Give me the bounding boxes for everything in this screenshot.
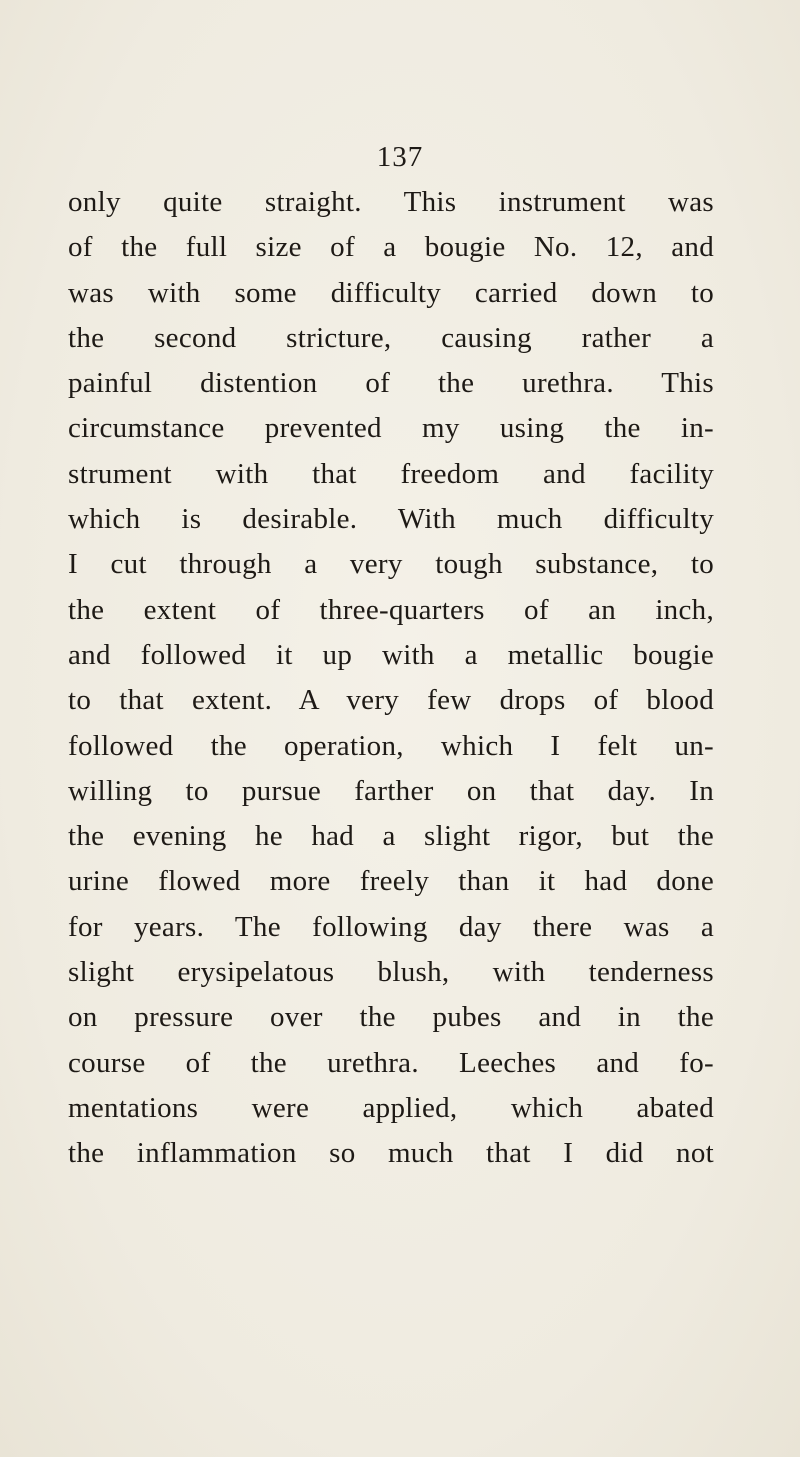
text-line: of the full size of a bougie No. 12, and xyxy=(68,231,714,264)
text-line: slight erysipelatous blush, with tenderness xyxy=(68,956,714,989)
text-line: I cut through a very tough substance, to xyxy=(68,548,714,581)
text-line: the inflammation so much that I did not xyxy=(68,1137,714,1170)
text-line: to that extent. A very few drops of blood xyxy=(68,684,714,717)
page-number: 137 xyxy=(376,141,424,173)
text-line: painful distention of the urethra. This xyxy=(68,367,714,400)
text-line: strument with that freedom and facility xyxy=(68,457,714,490)
text-line: for years. The following day there was a xyxy=(68,910,714,943)
text-line: on pressure over the pubes and in the xyxy=(68,1001,714,1034)
body-text xyxy=(68,180,714,1177)
text-line: the second stricture, causing rather a xyxy=(68,321,714,354)
text-line: willing to pursue farther on that day. In xyxy=(68,774,714,807)
text-line: circumstance prevented my using the in- xyxy=(68,412,714,445)
text-line: the extent of three-quarters of an inch, xyxy=(68,593,714,626)
text-line: urine flowed more freely than it had done xyxy=(68,865,714,898)
text-line: course of the urethra. Leeches and fo- xyxy=(68,1046,714,1079)
text-line: the evening he had a slight rigor, but the xyxy=(68,820,714,853)
text-line: and followed it up with a metallic bougie xyxy=(68,638,714,671)
text-line: mentations were applied, which abated xyxy=(68,1091,714,1124)
text-line: was with some difficulty carried down to xyxy=(68,276,714,309)
text-line: only quite straight. This instrument was xyxy=(68,186,714,218)
text-line: which is desirable. With much difficulty xyxy=(68,503,714,536)
text-line: followed the operation, which I felt un- xyxy=(68,729,714,762)
